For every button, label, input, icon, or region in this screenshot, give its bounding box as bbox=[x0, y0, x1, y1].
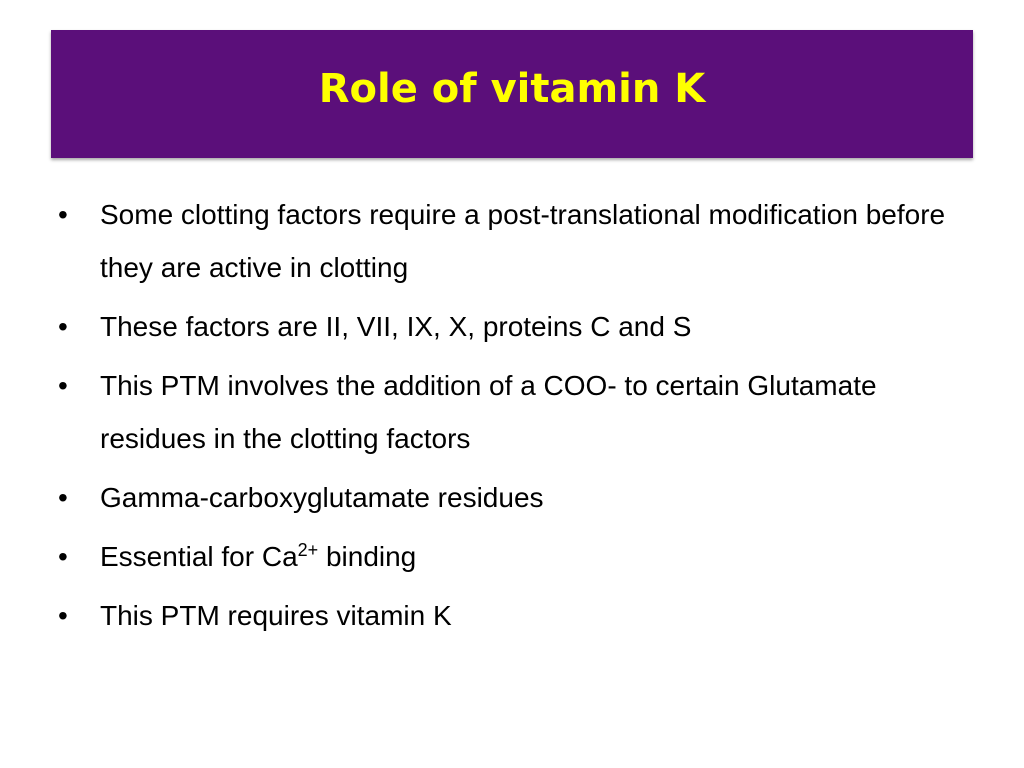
bullet-text bbox=[100, 541, 416, 572]
superscript-charge: 2+ bbox=[297, 540, 319, 560]
bullet-item bbox=[58, 589, 958, 642]
bullet-icon: • bbox=[58, 370, 68, 401]
bullet-text: This PTM involves the addition of a COO- to certain Glutamate residues in the clotting factors bbox=[100, 370, 877, 454]
bullet-item bbox=[58, 300, 958, 353]
bullet-item bbox=[58, 530, 958, 583]
bullet-text-after: binding bbox=[318, 541, 417, 572]
slide-title: Role of vitamin K bbox=[318, 66, 706, 112]
title-bar bbox=[51, 30, 973, 158]
bullet-text: Gamma-carboxyglutamate residues bbox=[100, 482, 544, 513]
bullet-text-before: Essential for Ca bbox=[100, 541, 298, 572]
bullet-list bbox=[58, 188, 958, 648]
bullet-text: Some clotting factors require a post-translational modification before they are active in clotting bbox=[100, 199, 946, 283]
bullet-icon: • bbox=[58, 541, 68, 572]
bullet-item bbox=[58, 188, 958, 294]
bullet-icon: • bbox=[58, 199, 68, 230]
bullet-icon: • bbox=[58, 482, 68, 513]
bullet-icon: • bbox=[58, 311, 68, 342]
bullet-item bbox=[58, 471, 958, 524]
bullet-text: These factors are II, VII, IX, X, proteins C and S bbox=[100, 311, 692, 342]
bullet-icon: • bbox=[58, 600, 68, 631]
bullet-text: This PTM requires vitamin K bbox=[100, 600, 452, 631]
bullet-item bbox=[58, 359, 958, 465]
